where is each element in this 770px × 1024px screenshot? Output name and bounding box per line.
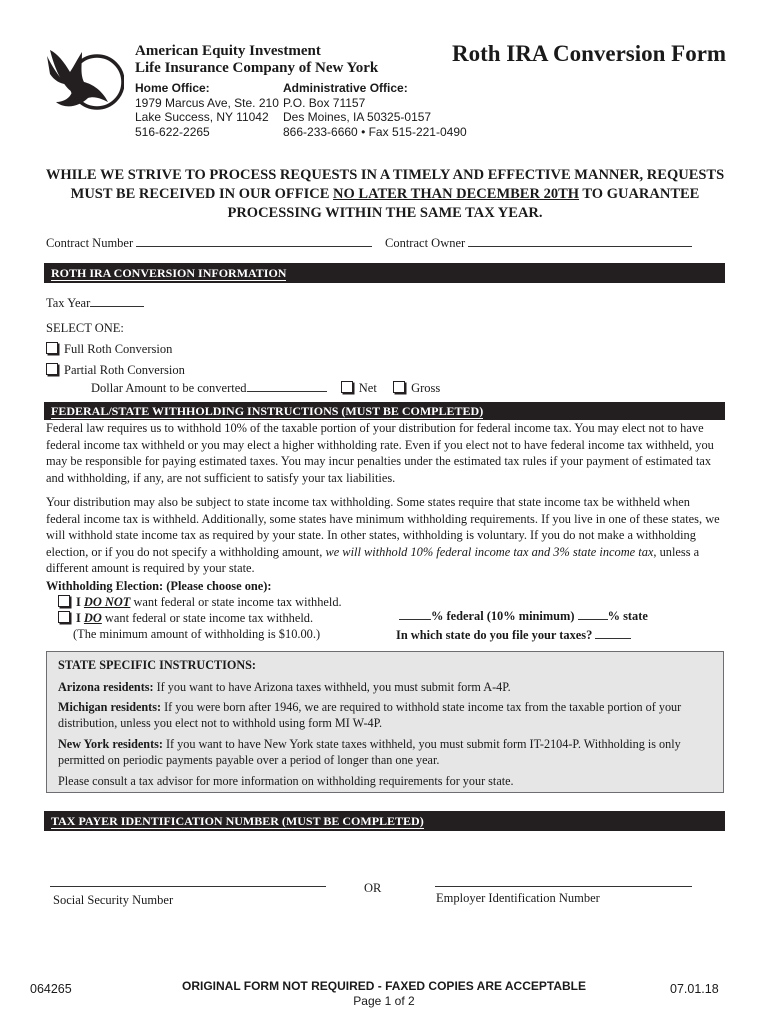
- withholding-election-heading: Withholding Election: (Please choose one):: [46, 579, 272, 593]
- company-name-line1: American Equity Investment: [135, 43, 321, 59]
- dollar-amount-row: [91, 379, 440, 396]
- withholding-para2-italic: we will withhold 10% federal income tax and 3% state income tax: [325, 544, 654, 559]
- home-office-block: [135, 81, 279, 139]
- roth-section-title: ROTH IRA CONVERSION INFORMATION: [51, 266, 287, 280]
- home-office-line1: 1979 Marcus Ave, Ste. 210: [135, 95, 279, 110]
- withholding-section-header: [44, 402, 725, 420]
- admin-office-line1: P.O. Box 71157: [283, 95, 366, 110]
- partial-conversion-option[interactable]: [46, 363, 185, 378]
- no-withholding-option[interactable]: [58, 594, 342, 611]
- yes-withholding-i: I: [76, 611, 84, 625]
- contract-number-input[interactable]: [136, 234, 372, 247]
- full-conversion-label: Full Roth Conversion: [64, 342, 173, 356]
- no-withholding-emphasis: DO NOT: [83, 595, 131, 609]
- admin-office-line2: Des Moines, IA 50325-0157: [283, 110, 432, 124]
- withholding-para2-text: Your distribution may also be subject to state income tax withholding. Some states require that state income tax be withheld when federal income tax is withheld. Additionally, some states have minimum withholding requirements. If you live in one of these states, we will withhold state income tax as required by your state. In other states, withholding is voluntary. If you do not make a withholding election, or if you do not specify a withholding amount,: [46, 495, 720, 559]
- michigan-text: If you were born after 1946, we are required to withhold state income tax from the taxable portion of your distribution, unless you elect not to withhold using form MI W-4P.: [58, 700, 682, 730]
- filing-state-label: In which state do you file your taxes?: [396, 628, 593, 642]
- net-label: Net: [358, 381, 377, 395]
- full-conversion-checkbox[interactable]: [46, 342, 58, 354]
- tax-year-input[interactable]: [90, 294, 144, 307]
- admin-office-heading: Administrative Office:: [283, 81, 408, 95]
- notice-part2: TO GUARANTEE PROCESSING WITHIN THE SAME TAX YEAR.: [227, 186, 700, 221]
- tin-section-header: [44, 811, 725, 831]
- gross-checkbox[interactable]: [393, 381, 405, 393]
- michigan-label: Michigan residents:: [58, 700, 162, 714]
- form-title: Roth IRA Conversion Form: [452, 41, 727, 66]
- roth-section-header: [44, 263, 725, 283]
- or-label: OR: [364, 881, 382, 895]
- form-number: 064265: [30, 982, 72, 996]
- state-percent-input[interactable]: [578, 607, 608, 620]
- dollar-amount-label: Dollar Amount to be converted: [91, 381, 247, 395]
- contract-owner-row: [385, 234, 692, 251]
- contract-number-label: Contract Number: [46, 236, 134, 250]
- ein-label: Employer Identification Number: [436, 891, 600, 905]
- arizona-instructions: [58, 679, 714, 695]
- home-office-line2: Lake Success, NY 11042: [135, 110, 269, 124]
- dollar-amount-input[interactable]: [247, 379, 327, 392]
- notice-part1: WHILE WE STRIVE TO PROCESS REQUESTS IN A TIMELY AND EFFECTIVE MANNER, REQUESTS MUST BE RECEIVED IN OUR OFFICE: [45, 167, 725, 202]
- federal-percent-input[interactable]: [399, 607, 431, 620]
- tin-section-title: TAX PAYER IDENTIFICATION NUMBER (MUST BE COMPLETED): [51, 814, 424, 828]
- new-york-text: If you want to have New York state taxes withheld, you must submit form IT-2104-P. Withholding is only permitted on periodic payments payable over a period of longer than one year.: [58, 737, 681, 767]
- tax-year-label: Tax Year: [46, 296, 91, 310]
- ssn-label: Social Security Number: [53, 893, 174, 907]
- tax-year-row: [46, 294, 144, 311]
- admin-office-block: [283, 81, 467, 139]
- company-logo: [44, 44, 124, 114]
- state-instructions-heading: STATE SPECIFIC INSTRUCTIONS:: [58, 658, 256, 672]
- withholding-para2-end: , unless a different amount is required by your state.: [46, 544, 700, 575]
- state-percent-label: % state: [607, 609, 648, 623]
- company-name-line2: Life Insurance Company of New York: [135, 60, 379, 76]
- partial-conversion-checkbox[interactable]: [46, 363, 58, 375]
- withholding-para2: [46, 494, 726, 577]
- ssn-input[interactable]: [50, 886, 326, 887]
- withholding-section-title: FEDERAL/STATE WITHHOLDING INSTRUCTIONS (MUST BE COMPLETED): [51, 404, 484, 418]
- new-york-instructions: [58, 736, 714, 768]
- ein-input[interactable]: [435, 886, 692, 887]
- filing-state-input[interactable]: [595, 626, 631, 639]
- gross-label: Gross: [411, 381, 441, 395]
- michigan-instructions: [58, 699, 714, 731]
- eagle-logo-icon: [44, 44, 124, 114]
- page-number: Page 1 of 2: [353, 994, 415, 1008]
- no-withholding-checkbox[interactable]: [58, 595, 70, 607]
- minimum-withholding-note: (The minimum amount of withholding is $10.00.): [73, 627, 321, 641]
- contract-number-row: [46, 234, 372, 251]
- arizona-label: Arizona residents:: [58, 680, 154, 694]
- filing-state-row: [396, 626, 631, 644]
- contract-owner-label: Contract Owner: [385, 236, 466, 250]
- withholding-percent-row: [399, 607, 648, 625]
- withholding-para1: Federal law requires us to withhold 10% of the taxable portion of your distribution for federal income tax. You may elect not to have federal income tax withheld or you may elect a higher withholding rate. Even if you elect not to have federal income tax withheld, you may be responsible for paying estimated taxes. You may incur penalties under the estimated tax rules if your payment of estimated tax and withholding, if any, are not sufficient to satisfy your tax liabilities.: [46, 421, 714, 485]
- company-name: [135, 43, 378, 77]
- form-date: 07.01.18: [670, 982, 719, 996]
- home-office-heading: Home Office:: [135, 81, 210, 95]
- full-conversion-option[interactable]: [46, 342, 172, 357]
- partial-conversion-label: Partial Roth Conversion: [64, 363, 185, 377]
- yes-withholding-label: want federal or state income tax withheld.: [101, 611, 314, 625]
- select-one-label: SELECT ONE:: [46, 321, 124, 335]
- yes-withholding-checkbox[interactable]: [58, 611, 70, 623]
- admin-office-line3: 866-233-6660 • Fax 515-221-0490: [283, 124, 467, 139]
- net-checkbox[interactable]: [341, 381, 353, 393]
- yes-withholding-option[interactable]: [58, 610, 313, 627]
- home-office-line3: 516-622-2265: [135, 124, 210, 139]
- no-withholding-label: want federal or state income tax withheld.: [130, 595, 342, 609]
- notice-deadline: NO LATER THAN DECEMBER 20TH: [333, 186, 580, 202]
- new-york-label: New York residents:: [58, 737, 163, 751]
- arizona-text: If you want to have Arizona taxes withheld, you must submit form A-4P.: [153, 680, 511, 694]
- yes-withholding-emphasis: DO: [83, 611, 102, 625]
- contract-owner-input[interactable]: [468, 234, 692, 247]
- no-withholding-i: I: [76, 595, 84, 609]
- footer-notice-block: [170, 979, 598, 1009]
- federal-percent-label: % federal (10% minimum): [431, 609, 575, 623]
- fax-notice: ORIGINAL FORM NOT REQUIRED - FAXED COPIES ARE ACCEPTABLE: [181, 979, 587, 993]
- deadline-notice: [30, 166, 740, 223]
- consult-advisor-note: Please consult a tax advisor for more information on withholding requirements for your state.: [58, 774, 514, 788]
